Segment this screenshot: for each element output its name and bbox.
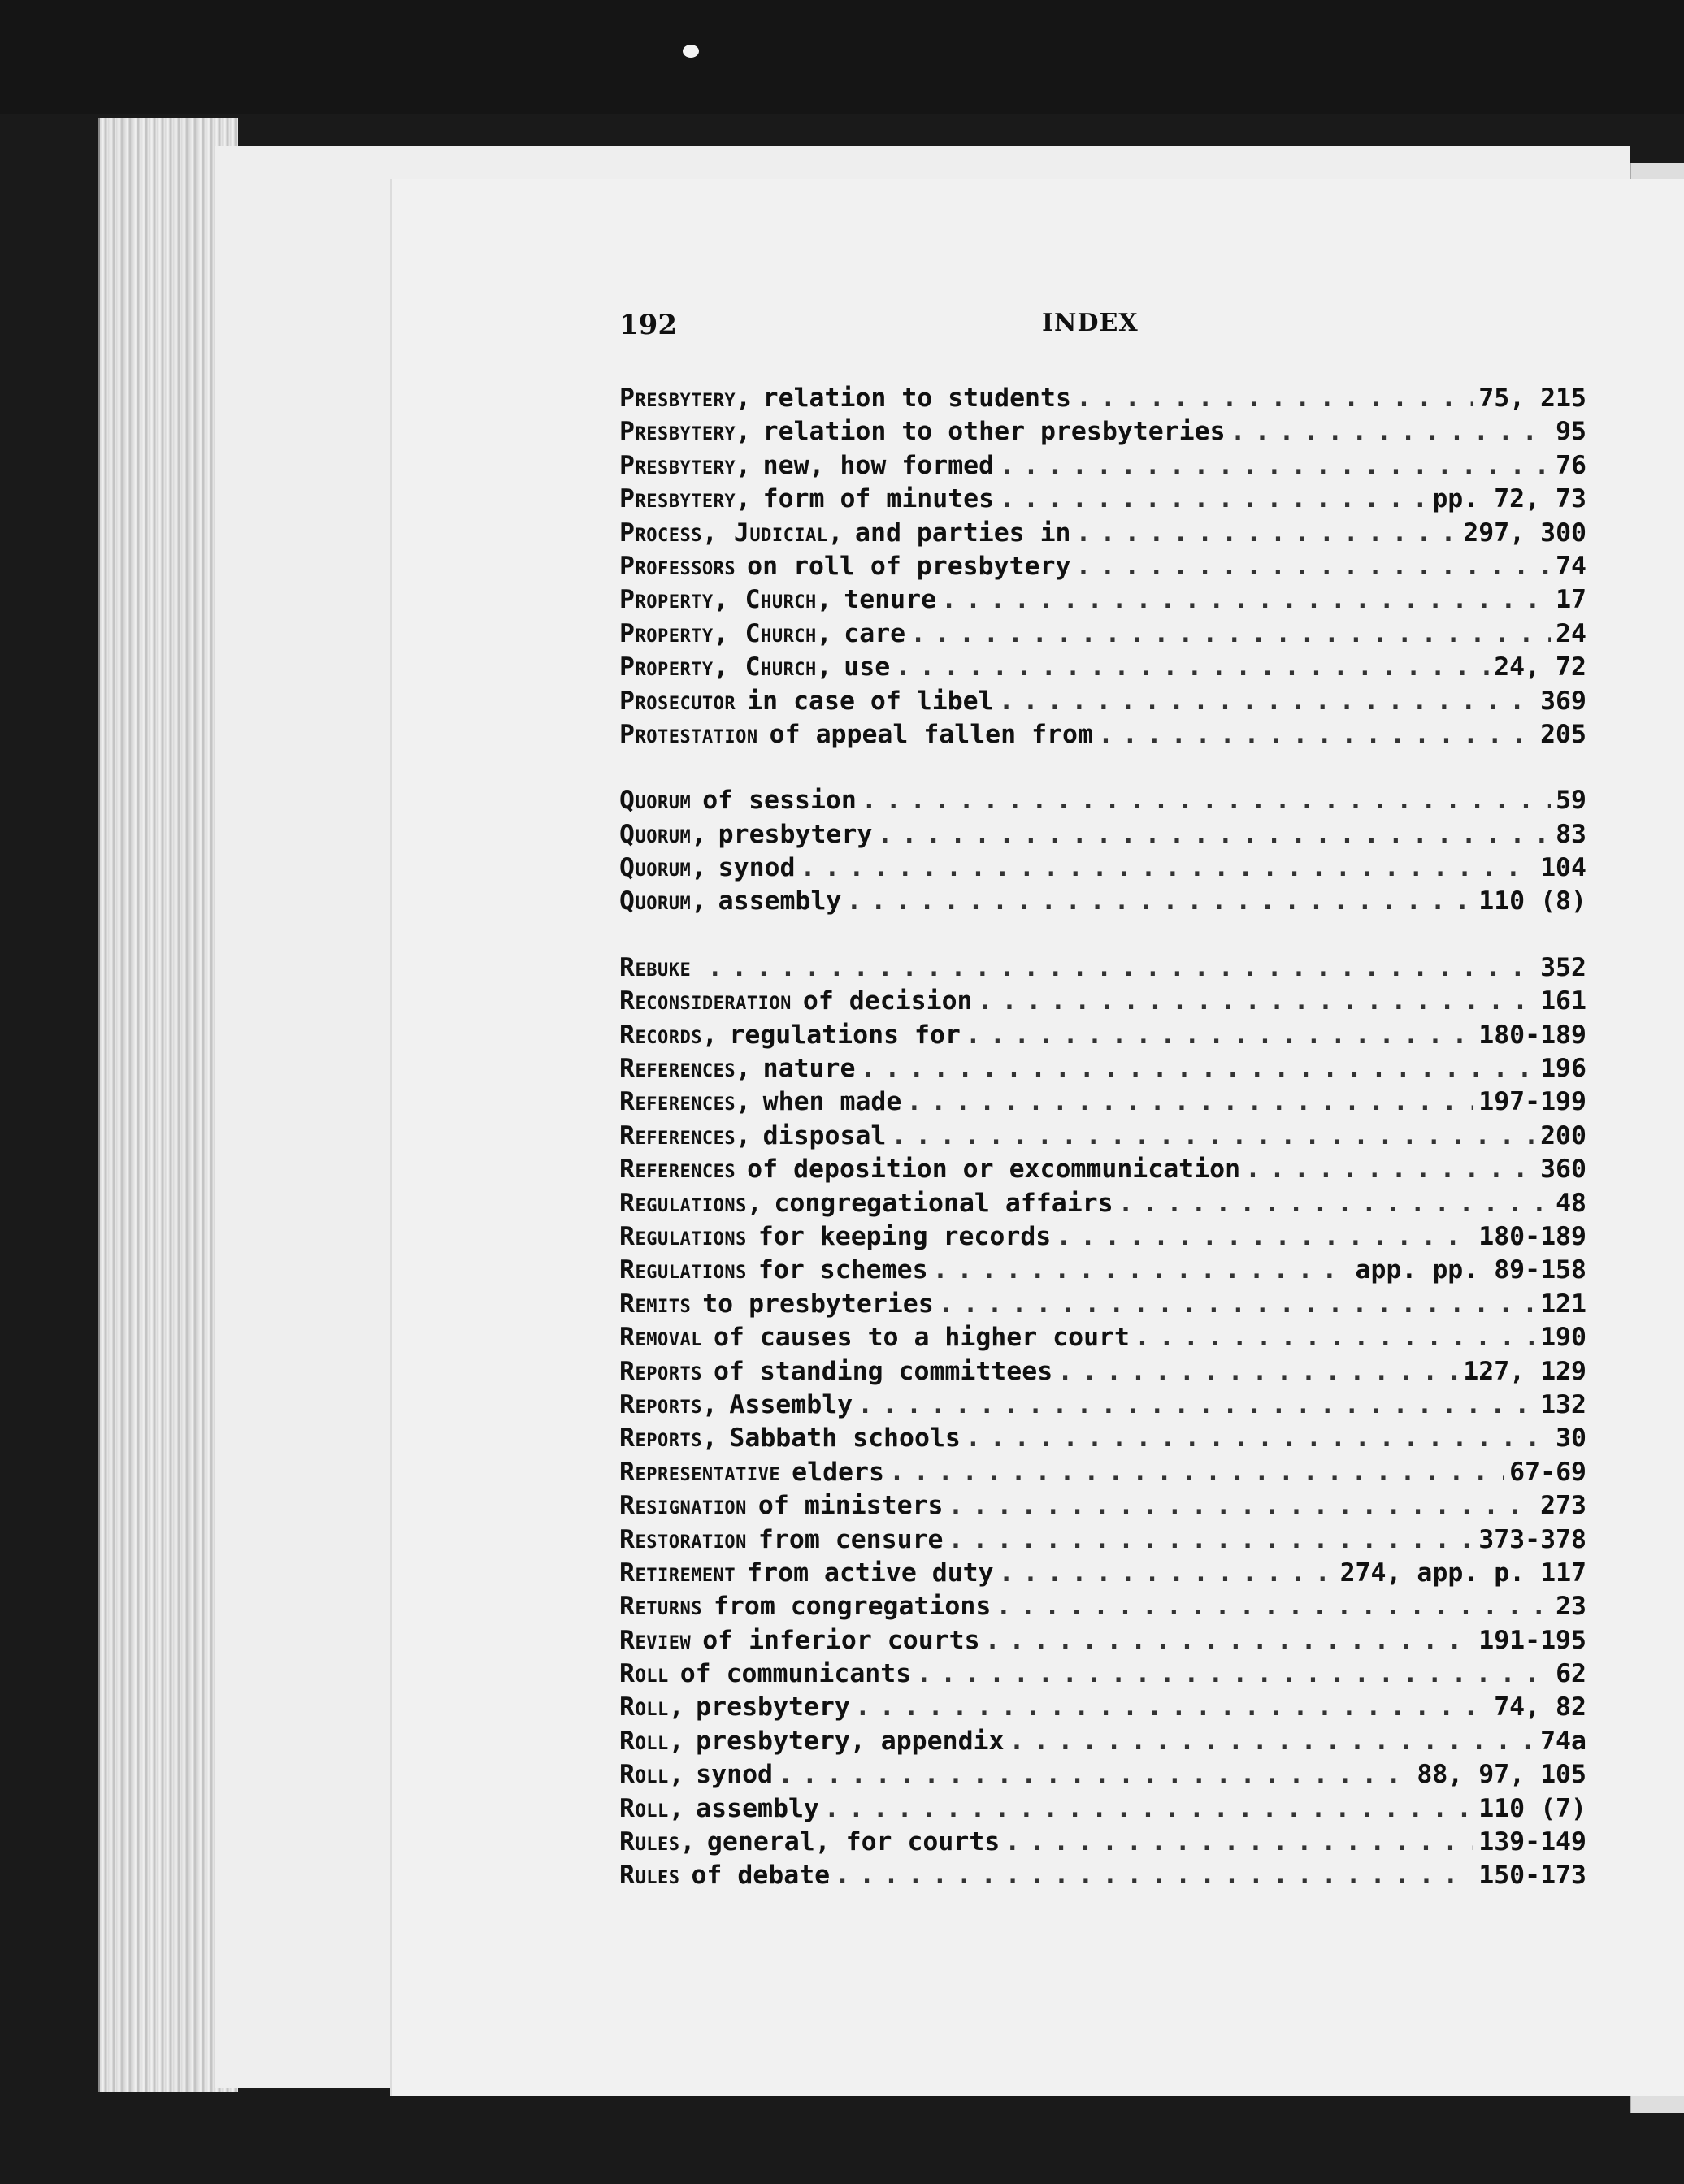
page-reference: 369 bbox=[1540, 686, 1586, 716]
page-reference: 161 bbox=[1540, 986, 1586, 1016]
dot-leader bbox=[1098, 718, 1535, 752]
index-entry bbox=[619, 1086, 1586, 1119]
index-term: Regulations, bbox=[619, 1188, 763, 1218]
index-term: Quorum bbox=[619, 786, 692, 816]
dot-leader bbox=[855, 1691, 1489, 1724]
dot-leader bbox=[1118, 1187, 1551, 1220]
page-reference: 23 bbox=[1556, 1592, 1586, 1622]
index-entry bbox=[619, 483, 1586, 516]
index-term: Property, Church, bbox=[619, 618, 833, 648]
page-reference: 121 bbox=[1540, 1289, 1586, 1319]
index-term: Records, bbox=[619, 1020, 718, 1050]
index-subterm: form of minutes bbox=[762, 484, 995, 514]
page-reference: 59 bbox=[1556, 786, 1586, 816]
dot-leader bbox=[862, 784, 1551, 817]
dot-leader bbox=[999, 685, 1535, 718]
index-subterm: from censure bbox=[757, 1524, 944, 1554]
index-term: Rules bbox=[619, 1861, 680, 1891]
page-reference: 24, 72 bbox=[1494, 652, 1586, 682]
index-entry bbox=[619, 985, 1586, 1018]
index-entry bbox=[619, 449, 1586, 483]
dot-leader bbox=[996, 1590, 1551, 1623]
index-subterm: general, for courts bbox=[706, 1827, 1000, 1857]
index-subterm: assembly bbox=[718, 886, 842, 916]
dot-leader bbox=[889, 1456, 1504, 1489]
index-subterm: nature bbox=[762, 1054, 856, 1084]
index-subterm: and parties in bbox=[855, 518, 1071, 548]
dot-leader bbox=[906, 1086, 1474, 1119]
index-entry bbox=[619, 1120, 1586, 1153]
dot-leader bbox=[1009, 1725, 1535, 1758]
index-term: Review bbox=[619, 1625, 692, 1655]
index-subterm: of appeal fallen from bbox=[769, 719, 1093, 749]
index-entry bbox=[619, 852, 1586, 885]
index-subterm: assembly bbox=[696, 1793, 819, 1823]
page-reference: 48 bbox=[1556, 1188, 1586, 1218]
index-term: Reports bbox=[619, 1356, 702, 1386]
index-term: Removal bbox=[619, 1323, 702, 1353]
dot-leader bbox=[941, 583, 1551, 617]
index-entry bbox=[619, 1422, 1586, 1455]
index-entry bbox=[619, 651, 1586, 684]
dot-leader bbox=[1230, 415, 1551, 448]
background-top bbox=[0, 0, 1684, 114]
dot-leader bbox=[916, 1658, 1551, 1691]
index-subterm: relation to students bbox=[762, 384, 1071, 413]
index-term: Professors bbox=[619, 551, 736, 581]
dot-leader bbox=[1076, 382, 1474, 415]
dot-leader bbox=[1135, 1321, 1535, 1354]
page-reference: 197-199 bbox=[1478, 1087, 1586, 1117]
index-subterm: of communicants bbox=[679, 1659, 912, 1689]
index-term: Regulations bbox=[619, 1221, 747, 1251]
index-subterm: of inferior courts bbox=[702, 1625, 980, 1655]
page-reference: 62 bbox=[1556, 1659, 1586, 1689]
page-reference: 75, 215 bbox=[1478, 384, 1586, 413]
index-entry bbox=[619, 1288, 1586, 1321]
index-entry bbox=[619, 1523, 1586, 1557]
page-reference: 67-69 bbox=[1509, 1457, 1586, 1487]
page-reference: 190 bbox=[1540, 1323, 1586, 1353]
running-head: INDEX bbox=[1042, 309, 1139, 337]
dot-leader bbox=[835, 1859, 1474, 1892]
dot-leader bbox=[857, 1389, 1535, 1422]
dot-leader bbox=[846, 885, 1474, 918]
page-reference: 110 (8) bbox=[1478, 886, 1586, 916]
index-term: Presbytery, bbox=[619, 450, 752, 480]
index-subterm: Assembly bbox=[729, 1389, 853, 1419]
dot-leader bbox=[999, 483, 1427, 516]
index-entry bbox=[619, 382, 1586, 415]
index-term: Prosecutor bbox=[619, 686, 736, 716]
index-term: References, bbox=[619, 1054, 752, 1084]
index-term: Retirement bbox=[619, 1558, 736, 1588]
dot-leader bbox=[948, 1489, 1536, 1523]
page-reference: 200 bbox=[1540, 1120, 1586, 1150]
page-reference: 74, 82 bbox=[1494, 1692, 1586, 1722]
dot-leader bbox=[985, 1624, 1474, 1658]
dot-leader bbox=[999, 449, 1551, 483]
index-entry bbox=[619, 818, 1586, 852]
index-term: Presbytery, bbox=[619, 484, 752, 514]
index-entry bbox=[619, 1691, 1586, 1724]
index-subterm: elders bbox=[792, 1457, 884, 1487]
page-reference: 17 bbox=[1556, 585, 1586, 615]
dot-leader bbox=[1245, 1153, 1535, 1186]
page-reference: 127, 129 bbox=[1463, 1356, 1586, 1386]
index-subterm: when made bbox=[762, 1087, 902, 1117]
index-term: Roll, bbox=[619, 1726, 685, 1756]
dot-leader bbox=[891, 1120, 1535, 1153]
page-reference: 24 bbox=[1556, 618, 1586, 648]
index-entry bbox=[619, 1826, 1586, 1859]
index-term: Reports, bbox=[619, 1389, 718, 1419]
page-reference: 191-195 bbox=[1478, 1625, 1586, 1655]
index-subterm: in case of libel bbox=[747, 686, 994, 716]
index-subterm: care bbox=[844, 618, 906, 648]
index-term: Rules, bbox=[619, 1827, 696, 1857]
index-entry bbox=[619, 1153, 1586, 1186]
dot-leader bbox=[860, 1052, 1535, 1086]
index-term: Process, Judicial, bbox=[619, 518, 844, 548]
index-subterm: for keeping records bbox=[757, 1221, 1052, 1251]
index-subterm: of deposition or excommunication bbox=[747, 1155, 1241, 1185]
index-term: Roll, bbox=[619, 1793, 685, 1823]
dot-leader bbox=[966, 1019, 1474, 1052]
index-term: Quorum, bbox=[619, 886, 707, 916]
dot-leader bbox=[939, 1288, 1535, 1321]
page-reference: 180-189 bbox=[1478, 1221, 1586, 1251]
page-reference: 74 bbox=[1556, 551, 1586, 581]
index-subterm: on roll of presbytery bbox=[747, 551, 1071, 581]
page-reference: 297, 300 bbox=[1463, 518, 1586, 548]
index-term: Regulations bbox=[619, 1255, 747, 1285]
index-entry bbox=[619, 583, 1586, 617]
index-subterm: from congregations bbox=[713, 1592, 992, 1622]
dot-leader bbox=[1005, 1826, 1474, 1859]
page-header bbox=[619, 309, 1586, 358]
index-entry bbox=[619, 1792, 1586, 1826]
page-reference: 132 bbox=[1540, 1389, 1586, 1419]
page-number: 192 bbox=[619, 309, 677, 341]
dot-leader bbox=[1076, 517, 1459, 550]
index-entry bbox=[619, 1019, 1586, 1052]
index-subterm: from active duty bbox=[747, 1558, 994, 1588]
page-reference: 180-189 bbox=[1478, 1020, 1586, 1050]
dot-leader bbox=[978, 985, 1536, 1018]
index-term: Reconsideration bbox=[619, 986, 792, 1016]
index-section bbox=[619, 784, 1586, 919]
dot-leader bbox=[778, 1758, 1412, 1792]
index-subterm: presbytery, appendix bbox=[696, 1726, 1005, 1756]
index-entry bbox=[619, 885, 1586, 918]
index-term: Presbytery, bbox=[619, 417, 752, 447]
index-term: Reports, bbox=[619, 1424, 718, 1454]
index-entry bbox=[619, 517, 1586, 550]
index-entry bbox=[619, 1254, 1586, 1287]
page-reference: 76 bbox=[1556, 450, 1586, 480]
page-reference: 88, 97, 105 bbox=[1417, 1760, 1586, 1790]
index-entry bbox=[619, 1187, 1586, 1220]
index-entry bbox=[619, 1389, 1586, 1422]
dot-leader bbox=[877, 818, 1551, 852]
index-subterm: congregational affairs bbox=[774, 1188, 1113, 1218]
index-entry bbox=[619, 618, 1586, 651]
index-entry bbox=[619, 1355, 1586, 1389]
index-term: References, bbox=[619, 1087, 752, 1117]
page-reference: 74a bbox=[1540, 1726, 1586, 1756]
index-subterm: synod bbox=[696, 1760, 773, 1790]
index-subterm: use bbox=[844, 652, 891, 682]
index-subterm: of debate bbox=[691, 1861, 831, 1891]
index-entry bbox=[619, 1321, 1586, 1354]
index-subterm: of ministers bbox=[757, 1491, 944, 1521]
dust-speck bbox=[683, 45, 699, 58]
index-section bbox=[619, 382, 1586, 752]
index-term: Resignation bbox=[619, 1491, 747, 1521]
dot-leader bbox=[824, 1792, 1474, 1826]
index-subterm: for schemes bbox=[757, 1255, 928, 1285]
dot-leader bbox=[1057, 1355, 1458, 1389]
dot-leader bbox=[1056, 1220, 1474, 1254]
index-term: Returns bbox=[619, 1592, 702, 1622]
dot-leader bbox=[999, 1557, 1335, 1590]
index-entry bbox=[619, 1052, 1586, 1086]
dot-leader bbox=[966, 1422, 1551, 1455]
index-term: Rebuke bbox=[619, 952, 692, 982]
index-term: References, bbox=[619, 1120, 752, 1150]
page-reference: 30 bbox=[1556, 1424, 1586, 1454]
index-term: Quorum, bbox=[619, 819, 707, 849]
index-entry bbox=[619, 1859, 1586, 1892]
page-reference: 352 bbox=[1540, 952, 1586, 982]
page-reference: 205 bbox=[1540, 719, 1586, 749]
index-entry bbox=[619, 1590, 1586, 1623]
index-entry bbox=[619, 1557, 1586, 1590]
dot-leader bbox=[707, 951, 1535, 985]
dot-leader bbox=[948, 1523, 1474, 1557]
index-subterm: regulations for bbox=[729, 1020, 961, 1050]
index-entry bbox=[619, 1658, 1586, 1691]
index-term: Roll bbox=[619, 1659, 669, 1689]
index-subterm: of decision bbox=[802, 986, 973, 1016]
index-term: Roll, bbox=[619, 1760, 685, 1790]
index-subterm: to presbyteries bbox=[702, 1289, 934, 1319]
index-entry bbox=[619, 951, 1586, 985]
index-section bbox=[619, 951, 1586, 1893]
index-entry bbox=[619, 415, 1586, 448]
index-term: References bbox=[619, 1155, 736, 1185]
page-reference: 274, app. p. 117 bbox=[1339, 1558, 1586, 1588]
dot-leader bbox=[800, 852, 1535, 885]
index-subterm: new, how formed bbox=[762, 450, 995, 480]
index-entry bbox=[619, 1489, 1586, 1523]
page-reference: pp. 72, 73 bbox=[1432, 484, 1586, 514]
dot-leader bbox=[933, 1254, 1351, 1287]
index-entry bbox=[619, 550, 1586, 583]
index-term: Restoration bbox=[619, 1524, 747, 1554]
index-entry bbox=[619, 718, 1586, 752]
page-reference: 110 (7) bbox=[1478, 1793, 1586, 1823]
page-reference: app. pp. 89-158 bbox=[1355, 1255, 1586, 1285]
page-reference: 139-149 bbox=[1478, 1827, 1586, 1857]
index-subterm: Sabbath schools bbox=[729, 1424, 961, 1454]
dot-leader bbox=[895, 651, 1489, 684]
index-entry bbox=[619, 685, 1586, 718]
page-reference: 104 bbox=[1540, 853, 1586, 883]
index-entry bbox=[619, 1758, 1586, 1792]
page-reference: 95 bbox=[1556, 417, 1586, 447]
index-subterm: synod bbox=[718, 853, 796, 883]
index-term: Property, Church, bbox=[619, 652, 833, 682]
index-term: Roll, bbox=[619, 1692, 685, 1722]
index-sections bbox=[619, 382, 1586, 1893]
index-entry bbox=[619, 1456, 1586, 1489]
index-term: Representative bbox=[619, 1457, 781, 1487]
index-subterm: presbytery bbox=[696, 1692, 850, 1722]
page-reference: 373-378 bbox=[1478, 1524, 1586, 1554]
page-reference: 196 bbox=[1540, 1054, 1586, 1084]
index-term: Quorum, bbox=[619, 853, 707, 883]
page-reference: 150-173 bbox=[1478, 1861, 1586, 1891]
index-subterm: of standing committees bbox=[713, 1356, 1053, 1386]
index-subterm: disposal bbox=[762, 1120, 887, 1150]
index-page-content bbox=[619, 309, 1586, 1893]
index-term: Remits bbox=[619, 1289, 692, 1319]
index-entry bbox=[619, 1725, 1586, 1758]
index-subterm: of causes to a higher court bbox=[713, 1323, 1130, 1353]
page-reference: 83 bbox=[1556, 819, 1586, 849]
page-reference: 273 bbox=[1540, 1491, 1586, 1521]
index-entry bbox=[619, 784, 1586, 817]
index-subterm: of session bbox=[702, 786, 857, 816]
dot-leader bbox=[1075, 550, 1551, 583]
index-entry bbox=[619, 1220, 1586, 1254]
index-subterm: presbytery bbox=[718, 819, 873, 849]
dot-leader bbox=[910, 618, 1551, 651]
index-subterm: relation to other presbyteries bbox=[762, 417, 1226, 447]
index-entry bbox=[619, 1624, 1586, 1658]
index-term: Property, Church, bbox=[619, 585, 833, 615]
index-subterm: tenure bbox=[844, 585, 937, 615]
index-term: Presbytery, bbox=[619, 384, 752, 413]
index-term: Protestation bbox=[619, 719, 758, 749]
page-reference: 360 bbox=[1540, 1155, 1586, 1185]
